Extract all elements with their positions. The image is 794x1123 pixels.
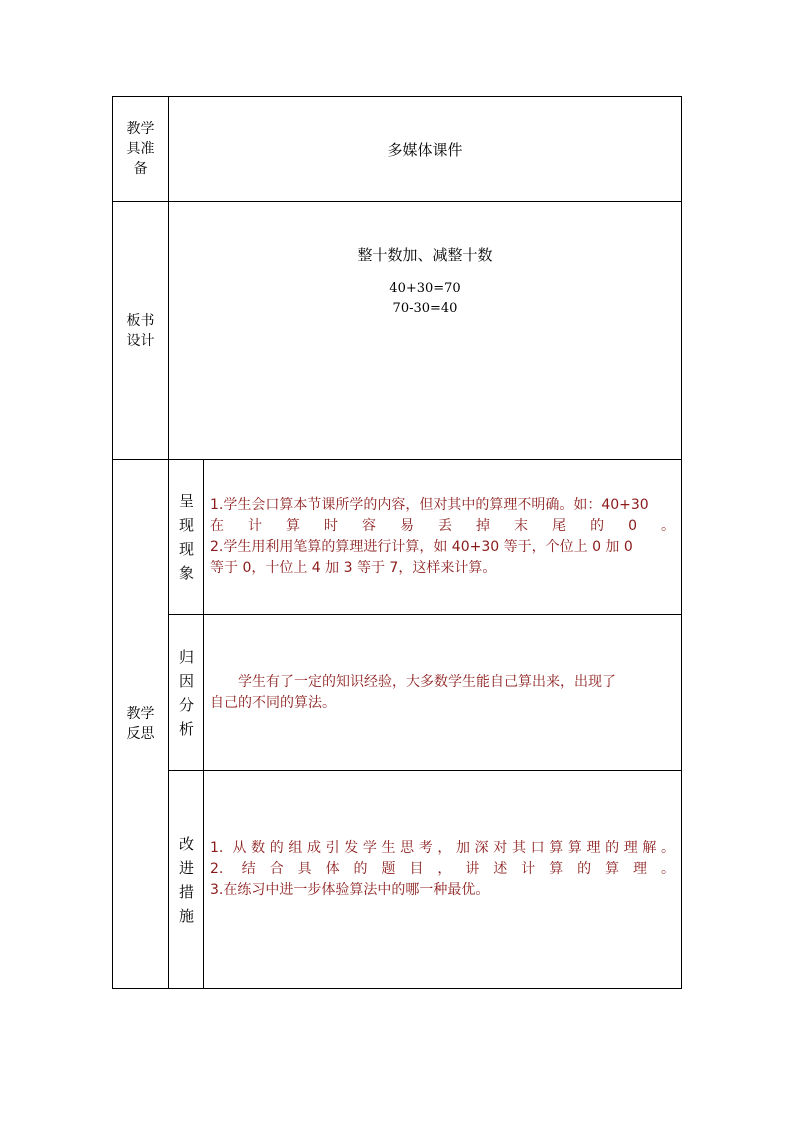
improve-line-3: 3.在练习中进一步体验算法中的哪一种最优。	[210, 882, 490, 898]
improve-text	[204, 838, 681, 901]
board-equation-2: 70-30=40	[392, 301, 458, 316]
phenomenon-line-1: 1.学生会口算本节课所学的内容，但对其中的算理不明确。如：40+30	[210, 497, 649, 513]
cause-row	[113, 615, 682, 771]
prep-value-cell	[169, 97, 682, 202]
board-title: 整十数加、减整十数	[357, 246, 493, 264]
cause-line-1: 学生有了一定的知识经验，大多数学生能自己算出来，出现了	[238, 673, 616, 690]
improve-line-1: 1. 从数的组成引发学生思考，加深对其口算算理的理解。	[210, 840, 676, 856]
prep-label: 教学具准备	[126, 121, 155, 177]
improve-line-2: 2. 结合具体的题目，讲述计算的算理。	[210, 861, 676, 877]
lesson-plan-table	[112, 96, 682, 989]
reflection-label: 教学反思	[126, 706, 155, 742]
cause-line-2: 自己的不同的算法。	[210, 694, 336, 711]
phenomenon-line-3: 2.学生用利用笔算的算理进行计算，如 40+30 等于，个位上 0 加 0	[210, 539, 633, 555]
board-equation-1: 40+30=70	[389, 281, 461, 296]
prep-row	[113, 97, 682, 202]
phenomenon-row	[113, 460, 682, 615]
cause-text	[204, 672, 681, 714]
board-label-cell	[113, 202, 169, 460]
cause-label: 归因分析	[179, 647, 195, 738]
phenomenon-content-cell	[204, 460, 682, 615]
phenomenon-text	[204, 495, 681, 579]
prep-label-cell	[113, 97, 169, 202]
reflection-label-cell	[113, 460, 169, 989]
improve-row	[113, 771, 682, 989]
board-content-cell	[169, 202, 682, 460]
cause-label-cell	[169, 615, 204, 771]
board-label: 板书设计	[126, 312, 155, 349]
phenomenon-label-cell	[169, 460, 204, 615]
improve-label-cell	[169, 771, 204, 989]
phenomenon-line-4: 等于 0，十位上 4 加 3 等于 7，这样来计算。	[210, 560, 497, 576]
phenomenon-label: 呈现现象	[179, 492, 195, 582]
improve-label: 改进措施	[179, 834, 195, 925]
board-row	[113, 202, 682, 460]
prep-value: 多媒体课件	[387, 140, 463, 159]
phenomenon-line-2: 在计算时容易丢掉末尾的0。	[210, 518, 676, 534]
cause-content-cell	[204, 615, 682, 771]
improve-content-cell	[204, 771, 682, 989]
